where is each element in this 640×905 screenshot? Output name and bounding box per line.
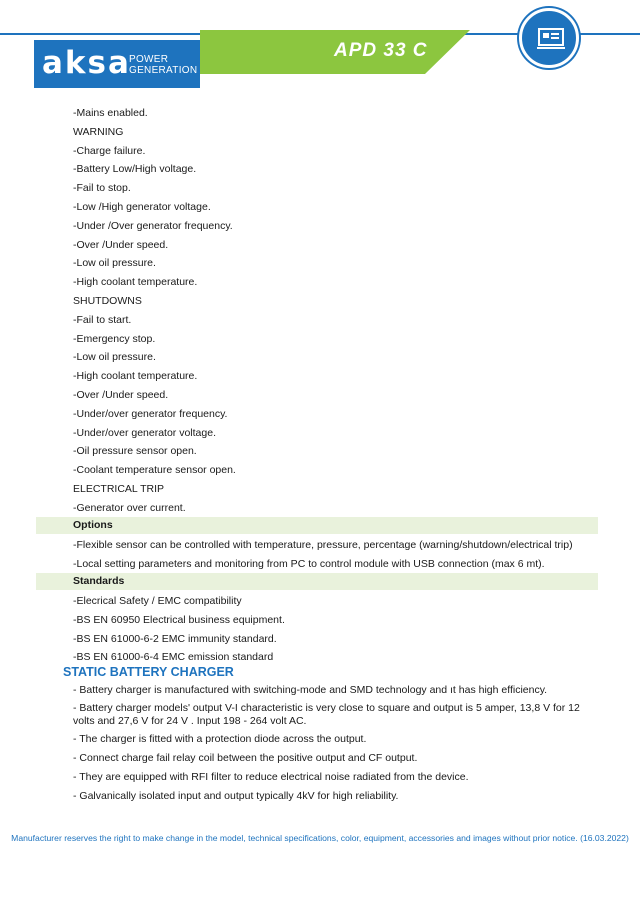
- charger-item: - Battery charger models' output V-I characteristic is very close to square and output is 5 amper, 13,8 V for 12 volts and 27,6 V for 24 V . Input 198 - 264 volt AC.: [73, 702, 580, 727]
- charger-item: - They are equipped with RFI filter to reduce electrical noise radiated from the device.: [73, 771, 469, 783]
- list-line: -High coolant temperature.: [73, 370, 198, 383]
- charger-item: - Connect charge fail relay coil between the positive output and CF output.: [73, 752, 418, 764]
- charger-item: - The charger is fitted with a protection diode across the output.: [73, 733, 367, 745]
- list-line: -Under/over generator voltage.: [73, 426, 216, 439]
- generator-icon: [519, 8, 579, 68]
- list-line: -Low /High generator voltage.: [73, 201, 211, 213]
- list-line: WARNING: [73, 125, 124, 138]
- footer-disclaimer: Manufacturer reserves the right to make change in the model, technical specifications, color, equipment, accessories and images without prior notice. (16.03.2022): [11, 833, 629, 843]
- charger-heading: STATIC BATTERY CHARGER: [63, 665, 234, 679]
- standards-item: -Elecrical Safety / EMC compatibility: [73, 595, 242, 607]
- list-line: -Charge failure.: [73, 144, 146, 157]
- options-band: [36, 517, 598, 534]
- model-title: APD 33 C: [334, 40, 428, 61]
- list-line: -High coolant temperature.: [73, 276, 198, 289]
- list-line: -Fail to stop.: [73, 182, 131, 195]
- charger-item: - Battery charger is manufactured with switching-mode and SMD technology and ıt has high efficiency.: [73, 684, 548, 696]
- brand-subtitle: POWER GENERATION: [129, 54, 198, 76]
- page-header: [0, 0, 640, 100]
- list-line: SHUTDOWNS: [73, 295, 142, 307]
- list-line: -Generator over current.: [73, 501, 186, 514]
- list-line: -Coolant temperature sensor open.: [73, 464, 236, 477]
- standards-item: -BS EN 60950 Electrical business equipment.: [73, 614, 285, 626]
- brand-name: aksa: [42, 45, 131, 81]
- list-line: -Under/over generator frequency.: [73, 407, 228, 420]
- options-heading: Options: [73, 519, 113, 531]
- options-item: -Local setting parameters and monitoring from PC to control module with USB connection (max 6 mt).: [73, 558, 545, 570]
- list-line: -Under /Over generator frequency.: [73, 219, 233, 232]
- list-line: -Emergency stop.: [73, 332, 156, 345]
- list-line: -Low oil pressure.: [73, 351, 156, 364]
- standards-heading: Standards: [73, 575, 125, 587]
- list-line: -Over /Under speed.: [73, 389, 169, 401]
- list-line: -Over /Under speed.: [73, 238, 169, 251]
- options-item: -Flexible sensor can be controlled with temperature, pressure, percentage (warning/shutdown/electrical trip): [73, 539, 573, 551]
- list-line: -Low oil pressure.: [73, 257, 156, 270]
- charger-item: - Galvanically isolated input and output typically 4kV for high reliability.: [73, 790, 399, 802]
- list-line: -Oil pressure sensor open.: [73, 445, 197, 458]
- list-line: -Battery Low/High voltage.: [73, 163, 197, 176]
- list-line: -Fail to start.: [73, 313, 132, 326]
- standards-item: -BS EN 61000-6-2 EMC immunity standard.: [73, 633, 277, 645]
- list-line: -Mains enabled.: [73, 107, 148, 119]
- list-line: ELECTRICAL TRIP: [73, 483, 165, 495]
- standards-item: -BS EN 61000-6-4 EMC emission standard: [73, 651, 274, 663]
